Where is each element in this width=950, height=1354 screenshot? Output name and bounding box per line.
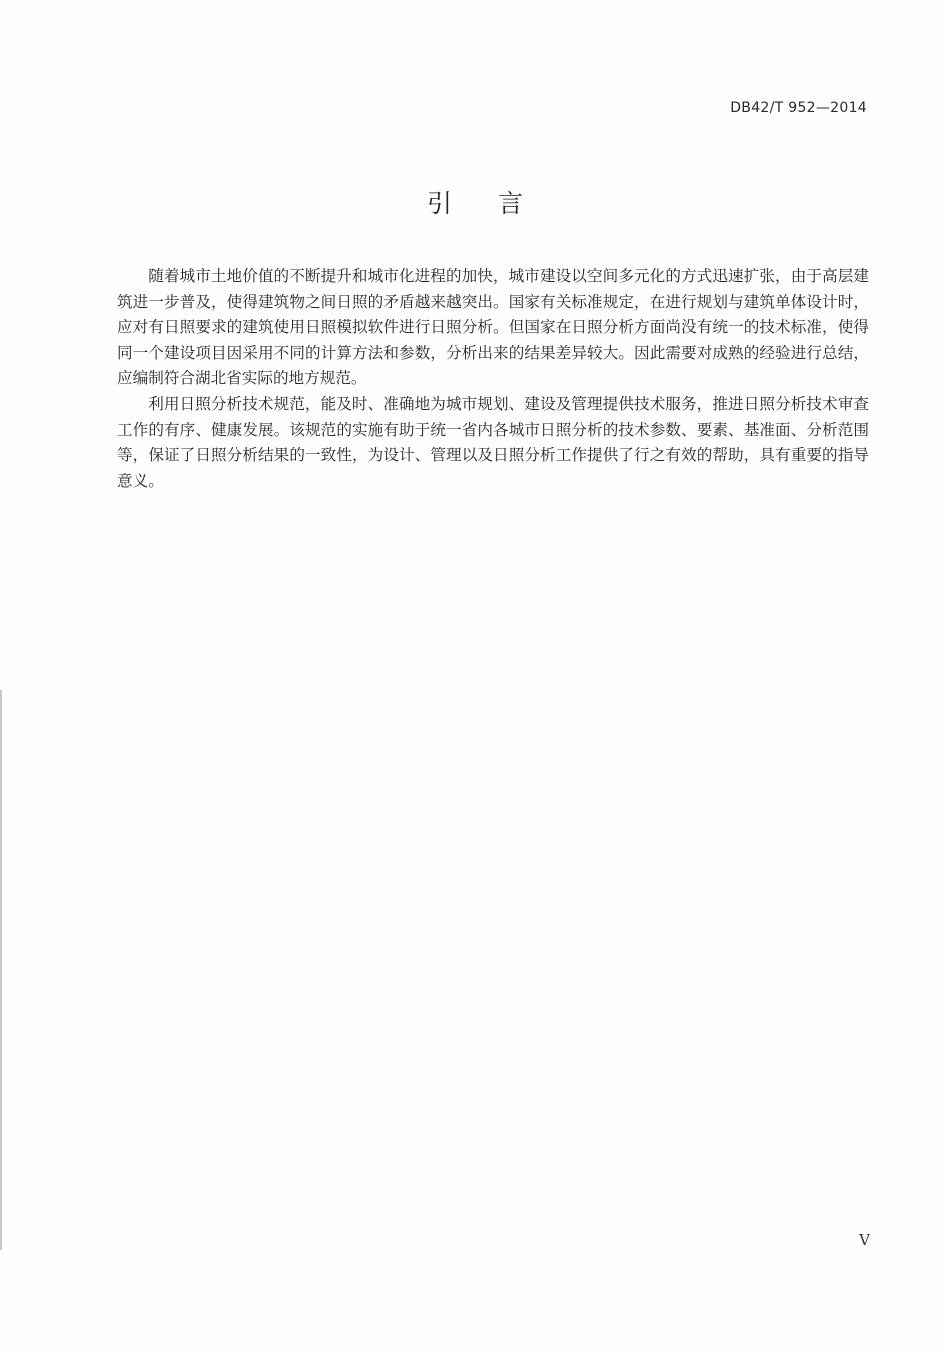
section-title: 引言 — [426, 189, 569, 218]
page-number: V — [859, 1231, 870, 1249]
scan-edge-line — [0, 690, 2, 1250]
body-text — [117, 264, 869, 494]
paragraph: 利用日照分析技术规范，能及时、准确地为城市规划、建设及管理提供技术服务，推进日照分析技术审查工作的有序、健康发展。该规范的实施有助于统一省内各城市日照分析的技术参数、要素、基准面、分析范围等，保证了日照分析结果的一致性，为设计、管理以及日照分析工作提供了行之有效的帮助，具有重要的指导意义。 — [117, 394, 869, 490]
paragraph: 随着城市土地价值的不断提升和城市化进程的加快，城市建设以空间多元化的方式迅速扩张，由于高层建筑进一步普及，使得建筑物之间日照的矛盾越来越突出。国家有关标准规定，在进行规划与建筑单体设计时，应对有日照要求的建筑使用日照模拟软件进行日照分析。但国家在日照分析方面尚没有统一的技术标准，使得同一个建设项目因采用不同的计算方法和参数，分析出来的结果差异较大。因此需要对成熟的经验进行总结，应编制符合湖北省实际的地方规范。 — [117, 267, 869, 388]
standard-code: DB42/T 952—2014 — [730, 100, 867, 116]
